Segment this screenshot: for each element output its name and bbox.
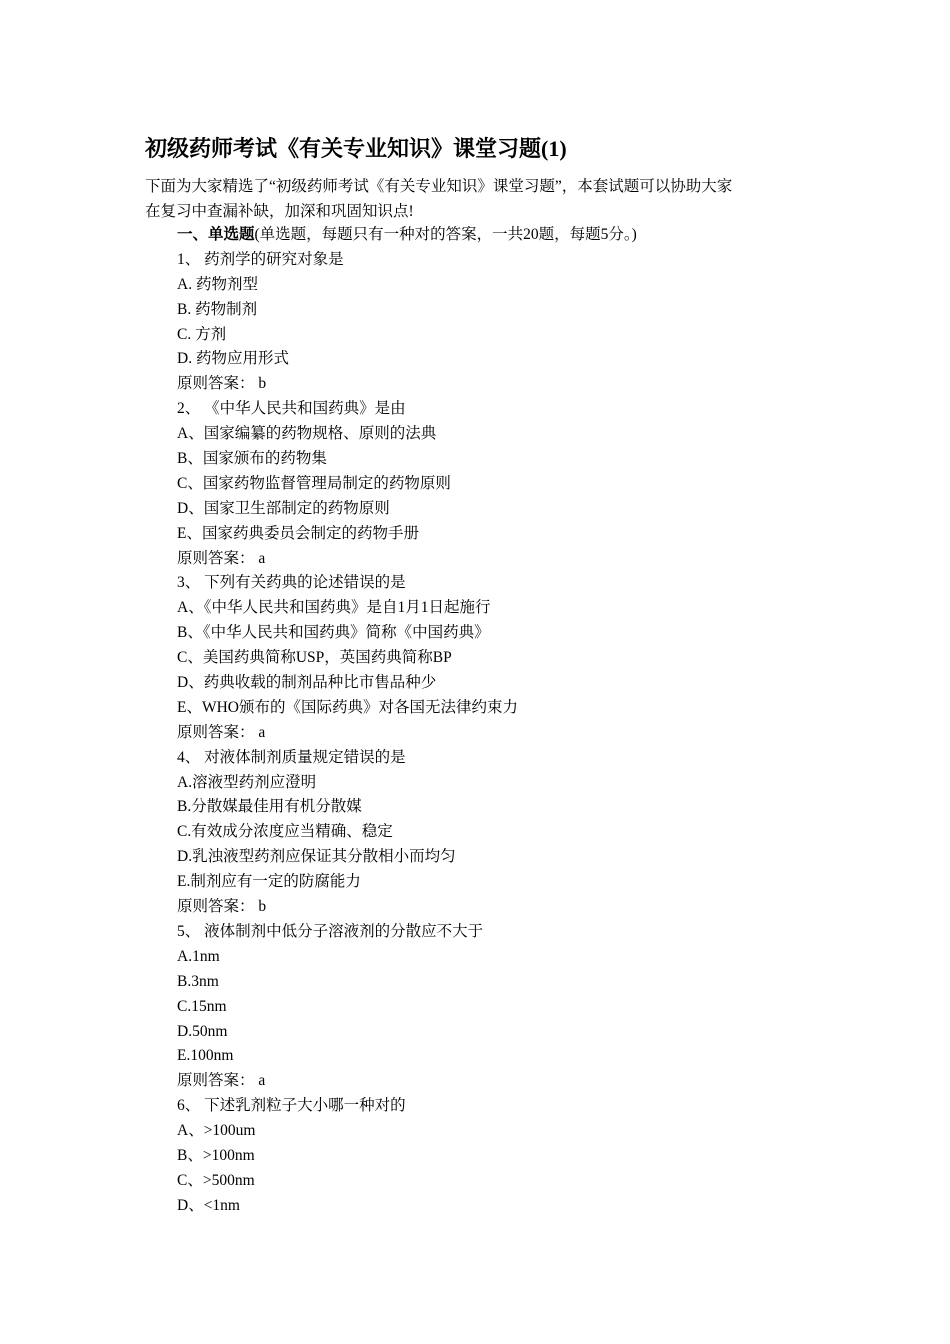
question-option: C、国家药物监督管理局制定的药物原则	[177, 474, 451, 492]
question-option: A、>100um	[177, 1122, 256, 1140]
question-option: D、药典收载的制剂品种比市售品种少	[177, 674, 437, 692]
question-option: E.100nm	[177, 1047, 234, 1065]
section-note: (单选题，每题只有一种对的答案，一共20题，每题5分。)	[254, 226, 637, 243]
question-stem: 1、 药剂学的研究对象是	[177, 250, 344, 268]
question-stem: 5、 液体制剂中低分子溶液剂的分散应不大于	[177, 922, 484, 940]
question-option: D.乳浊液型药剂应保证其分散相小而均匀	[177, 848, 456, 866]
question-option: E、WHO颁布的《国际药典》对各国无法律约束力	[177, 698, 518, 716]
question-option: E.制剂应有一定的防腐能力	[177, 873, 361, 891]
question-answer: 原则答案： a	[177, 1072, 266, 1090]
intro-line: 下面为大家精选了“初级药师考试《有关专业知识》课堂习题”，本套试题可以协助大家	[145, 178, 733, 195]
question-stem: 6、 下述乳剂粒子大小哪一种对的	[177, 1097, 406, 1115]
question-list	[177, 223, 637, 1219]
question-option: D.50nm	[177, 1022, 228, 1040]
question-stem: 2、 《中华人民共和国药典》是由	[177, 400, 406, 418]
question-option: B、国家颁布的药物集	[177, 450, 327, 468]
question-option: C、>500nm	[177, 1171, 255, 1189]
question-stem: 3、 下列有关药典的论述错误的是	[177, 574, 406, 592]
question-option: B、>100nm	[177, 1146, 255, 1164]
section-heading-label: 一、单选题	[177, 226, 255, 243]
intro-line: 在复习中查漏补缺，加深和巩固知识点!	[145, 203, 414, 220]
question-option: B.3nm	[177, 972, 219, 990]
question-option: A. 药物剂型	[177, 275, 258, 293]
page-title: 初级药师考试《有关专业知识》课堂习题(1)	[145, 136, 567, 161]
question-answer: 原则答案： b	[177, 898, 267, 916]
question-stem: 4、 对液体制剂质量规定错误的是	[177, 748, 406, 766]
question-option: A、《中华人民共和国药典》是自1月1日起施行	[177, 599, 491, 617]
question-option: B. 药物制剂	[177, 300, 258, 318]
question-option: C.有效成分浓度应当精确、稳定	[177, 823, 393, 841]
intro-paragraph	[145, 174, 815, 224]
question-option: A、国家编纂的药物规格、原则的法典	[177, 425, 437, 443]
question-option: A.溶液型药剂应澄明	[177, 773, 317, 791]
question-answer: 原则答案： a	[177, 723, 266, 741]
question-option: C、美国药典简称USP，英国药典简称BP	[177, 649, 452, 667]
question-option: D. 药物应用形式	[177, 350, 289, 368]
question-option: C.15nm	[177, 997, 227, 1015]
question-option: D、国家卫生部制定的药物原则	[177, 499, 390, 517]
section-heading	[177, 223, 637, 248]
question-answer: 原则答案： a	[177, 549, 266, 567]
question-option: A.1nm	[177, 947, 220, 965]
question-option: D、<1nm	[177, 1196, 240, 1214]
question-option: E、国家药典委员会制定的药物手册	[177, 524, 419, 542]
question-option: B.分散媒最佳用有机分散媒	[177, 798, 362, 816]
question-answer: 原则答案： b	[177, 375, 267, 393]
question-option: C. 方剂	[177, 325, 227, 343]
question-option: B、《中华人民共和国药典》简称《中国药典》	[177, 624, 490, 642]
